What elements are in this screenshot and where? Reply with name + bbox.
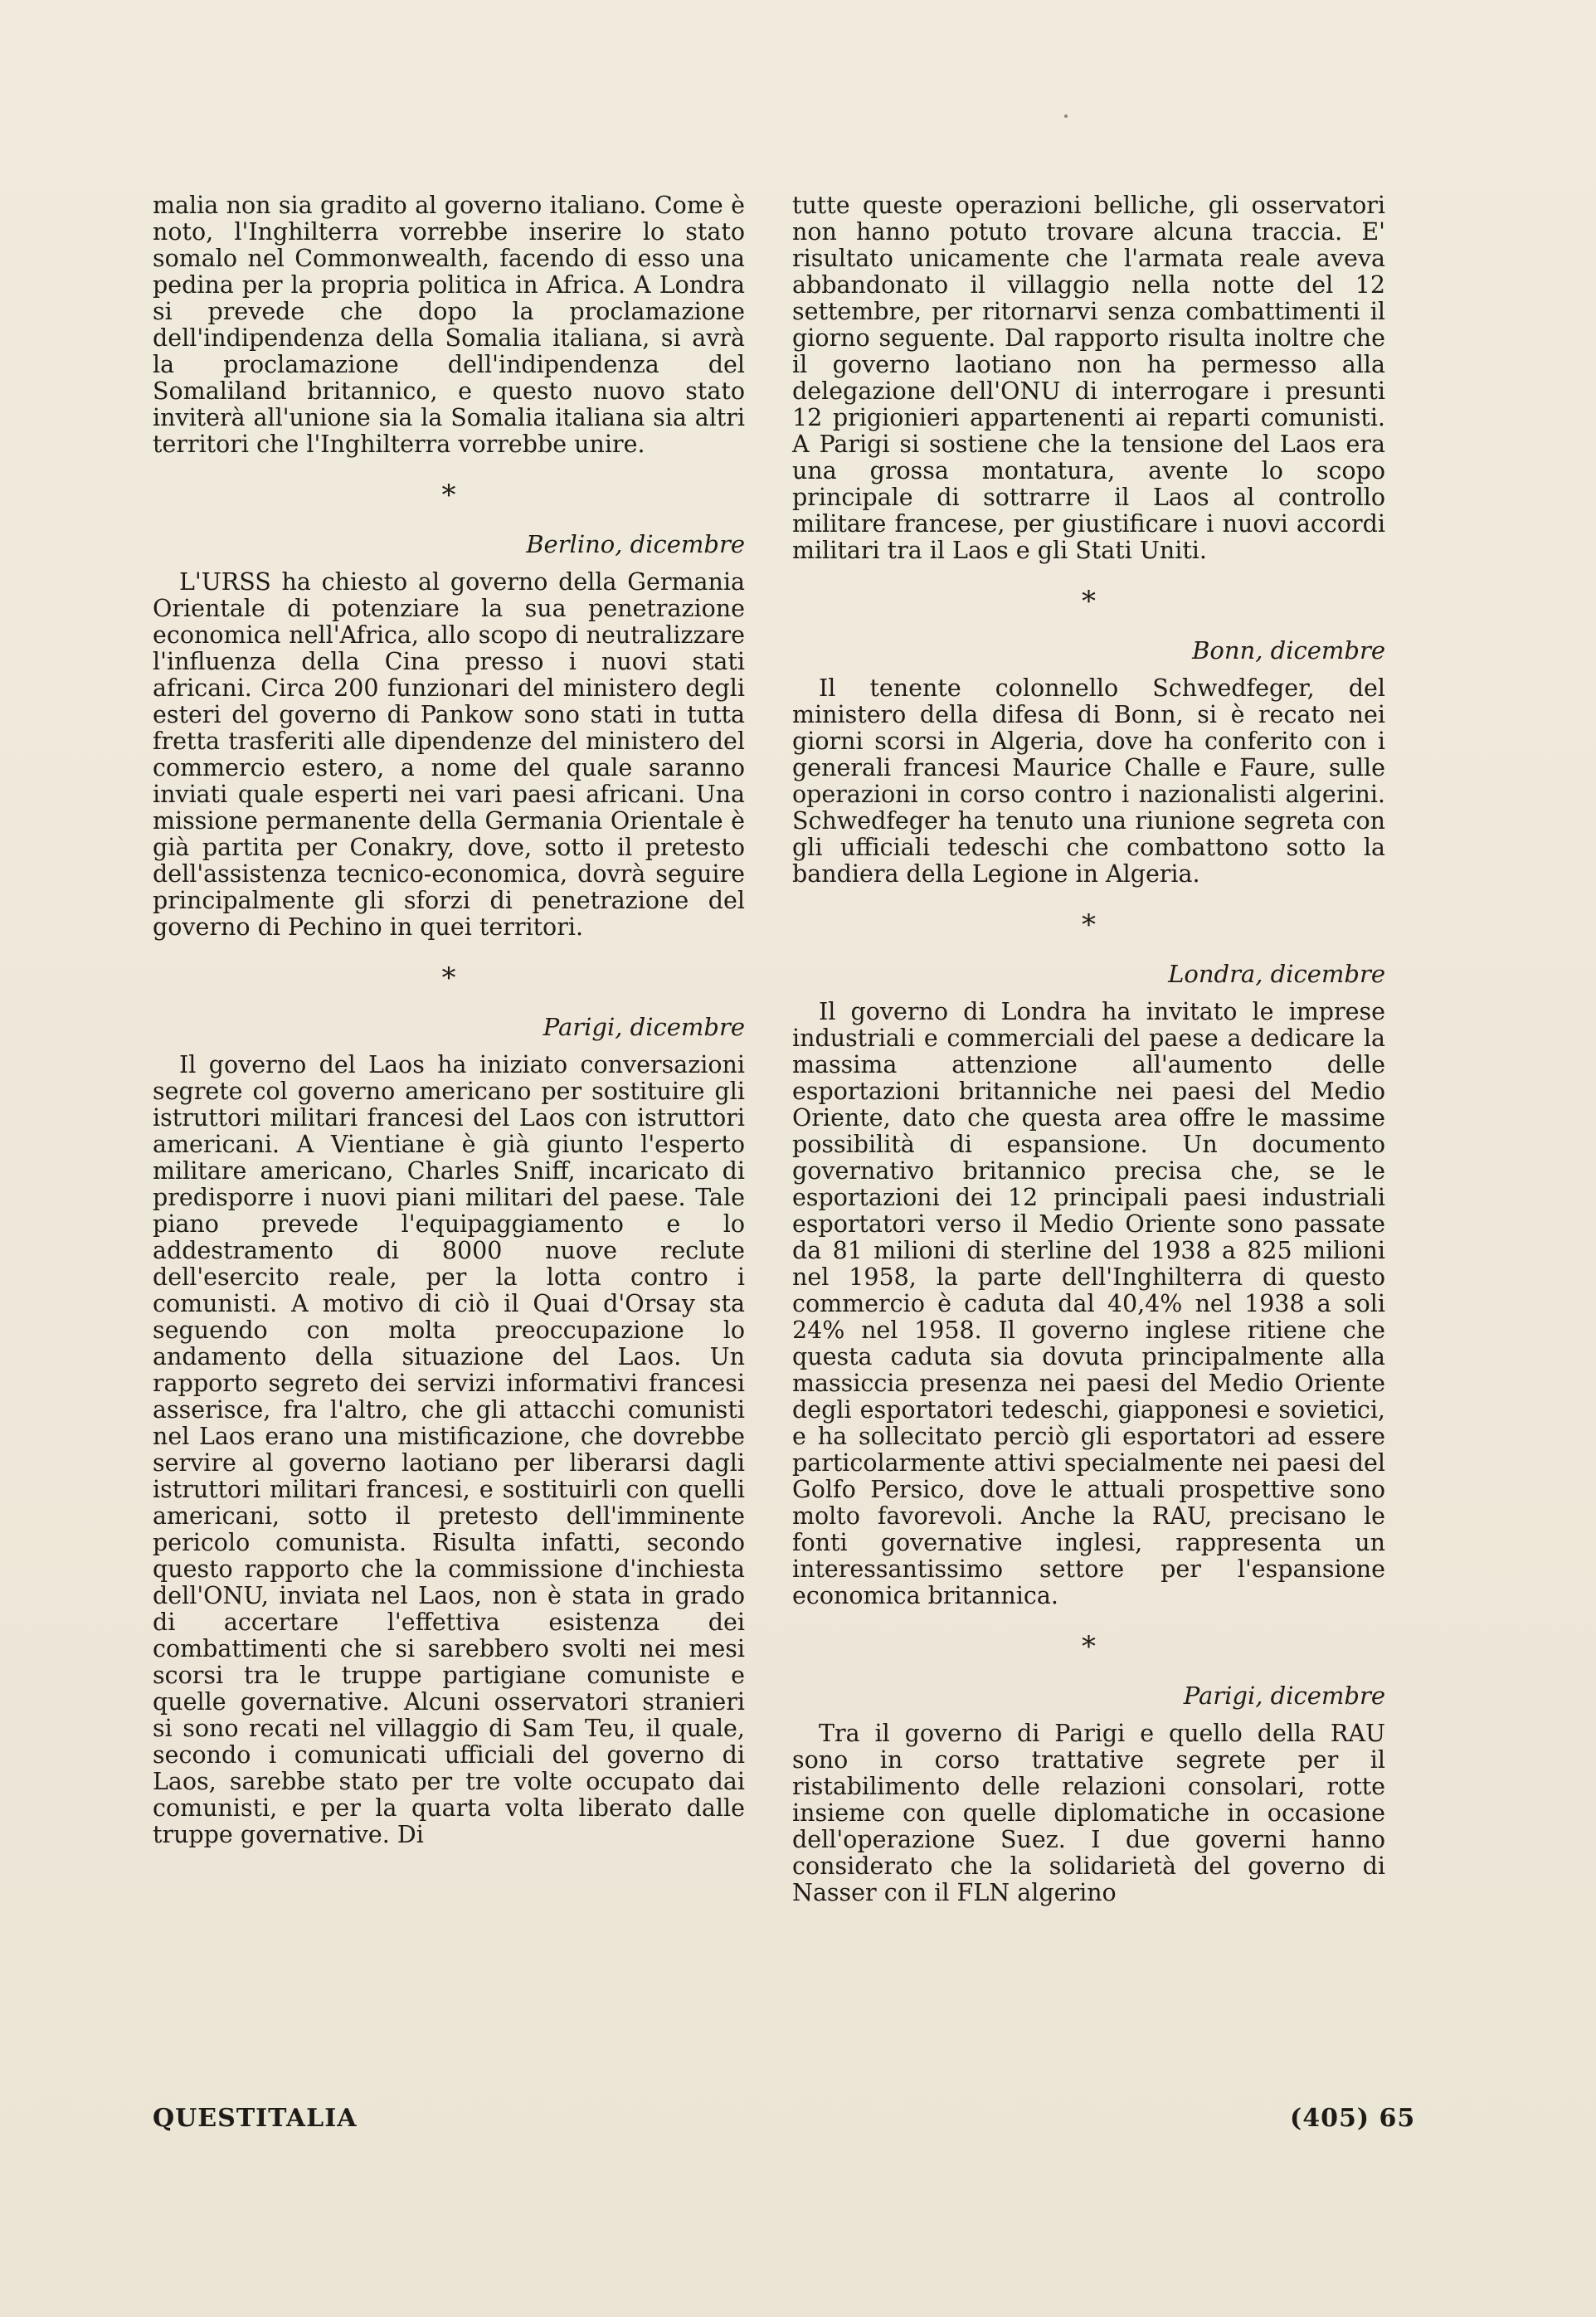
magazine-name: QUESTITALIA xyxy=(153,2104,358,2133)
section-separator: * xyxy=(1082,1630,1096,1663)
section-separator: * xyxy=(441,961,456,995)
page-number: (405) 65 xyxy=(1290,2104,1416,2133)
section-separator: * xyxy=(1082,908,1096,942)
right-column xyxy=(792,192,1385,1906)
print-speck xyxy=(1064,114,1068,118)
article-parigi-laos: Il governo del Laos ha iniziato conversazioni segrete col governo americano per sostituire gli istruttori militari francesi del Laos con istruttori americani. A Vientiane è già giunto l'esperto militare americano, Charles Sniff, incaricato di predisporre i nuovi piani militari del paese. Tale piano prevede l'equipaggiamento e lo addestramento di 8000 nuove reclute dell'esercito reale, per la lotta contro i comunisti. A motivo di ciò il Quai d'Orsay sta seguendo con molta preoccupazione lo andamento della situazione del Laos. Un rapporto segreto dei servizi informativi francesi asserisce, fra l'altro, che gli attacchi comunisti nel Laos erano una mistificazione, che dovrebbe servire al governo laotiano per liberarsi dagli istruttori militari francesi, e sostituirli con quelli americani, sotto il pretesto dell'imminente pericolo comunista. Risulta infatti, secondo questo rapporto che la commissione d'inchiesta dell'ONU, inviata nel Laos, non è stata in grado di accertare l'effettiva esistenza dei combattimenti che si sarebbero svolti nei mesi scorsi tra le truppe partigiane comuniste e quelle governative. Alcuni osservatori stranieri si sono recati nel villaggio di Sam Teu, il quale, secondo i comunicati ufficiali del governo di Laos, sarebbe stato per tre volte occupato dai comunisti, e per la quarta volta liberato dalle truppe governative. Di xyxy=(153,1051,745,1848)
dateline-londra: Londra, dicembre xyxy=(1168,960,1385,988)
article-berlino: L'URSS ha chiesto al governo della Germania Orientale di potenziare la sua penetrazione economica nell'Africa, allo scopo di neutralizzare l'influenza della Cina presso i nuovi stati africani. Circa 200 funzionari del ministero degli esteri del governo di Pankow sono stati in tutta fretta trasferiti alle dipendenze del ministero del commercio estero, a nome del quale saranno inviati quale esperti nei vari paesi africani. Una missione permanente della Germania Orientale è già partita per Conakry, dove, sotto il pretesto dell'assistenza tecnico-economica, dovrà seguire principalmente gli sforzi di penetrazione del governo di Pechino in quei territori. xyxy=(153,568,745,941)
continuation-paragraph: malia non sia gradito al governo italiano. Come è noto, l'Inghilterra vorrebbe inserire lo stato somalo nel Commonwealth, facendo di esso una pedina per la propria politica in Africa. A Londra si prevede che dopo la proclamazione dell'indipendenza della Somalia italiana, si avrà la proclamazione dell'indipendenza del Somaliland britannico, e questo nuovo stato inviterà all'unione sia la Somalia italiana sia altri territori che l'Inghilterra vorrebbe unire. xyxy=(153,192,745,458)
article-bonn: Il tenente colonnello Schwedfeger, del ministero della difesa di Bonn, si è recato nei giorni scorsi in Algeria, dove ha conferito con i generali francesi Maurice Challe e Faure, sulle operazioni in corso contro i nazionalisti algerini. Schwedfeger ha tenuto una riunione segreta con gli ufficiali tedeschi che combattono sotto la bandiera della Legione in Algeria. xyxy=(792,674,1385,888)
section-separator: * xyxy=(441,479,456,512)
article-parigi-rau: Tra il governo di Parigi e quello della RAU sono in corso trattative segrete per il ristabilimento delle relazioni consolari, rotte insieme con quelle diplomatiche in occasione dell'operazione Suez. I due governi hanno considerato che la solidarietà del governo di Nasser con il FLN algerino xyxy=(792,1720,1385,1906)
article-londra: Il governo di Londra ha invitato le imprese industriali e commerciali del paese a dedicare la massima attenzione all'aumento delle esportazioni britanniche nei paesi del Medio Oriente, dato che questa area offre le massime possibilità di espansione. Un documento governativo britannico precisa che, se le esportazioni dei 12 principali paesi industriali esportatori verso il Medio Oriente sono passate da 81 milioni di sterline del 1938 a 825 milioni nel 1958, la parte dell'Inghilterra di questo commercio è caduta dal 40,4% nel 1938 a soli 24% nel 1958. Il governo inglese ritiene che questa caduta sia dovuta principalmente alla massiccia presenza nei paesi del Medio Oriente degli esportatori tedeschi, giapponesi e sovietici, e ha sollecitato perciò gli esportatori ad essere particolarmente attivi specialmente nei paesi del Golfo Persico, dove le attuali prospettive sono molto favorevoli. Anche la RAU, precisano le fonti governative inglesi, rappresenta un interessantissimo settore per l'espansione economica britannica. xyxy=(792,998,1385,1609)
left-column xyxy=(153,192,745,1848)
dateline-berlino: Berlino, dicembre xyxy=(526,530,745,558)
dateline-bonn: Bonn, dicembre xyxy=(1192,636,1385,664)
continuation-paragraph: tutte queste operazioni belliche, gli osservatori non hanno potuto trovare alcuna traccia. E' risultato unicamente che l'armata reale aveva abbandonato il villaggio nella notte del 12 settembre, per ritornarvi senza combattimenti il giorno seguente. Dal rapporto risulta inoltre che il governo laotiano non ha permesso alla delegazione dell'ONU di interrogare i presunti 12 prigionieri appartenenti ai reparti comunisti. A Parigi si sostiene che la tensione del Laos era una grossa montatura, avente lo scopo principale di sottrarre il Laos al controllo militare francese, per giustificare i nuovi accordi militari tra il Laos e gli Stati Uniti. xyxy=(792,192,1385,564)
dateline-parigi: Parigi, dicembre xyxy=(543,1013,745,1041)
dateline-parigi: Parigi, dicembre xyxy=(1183,1682,1385,1710)
section-separator: * xyxy=(1082,585,1096,618)
